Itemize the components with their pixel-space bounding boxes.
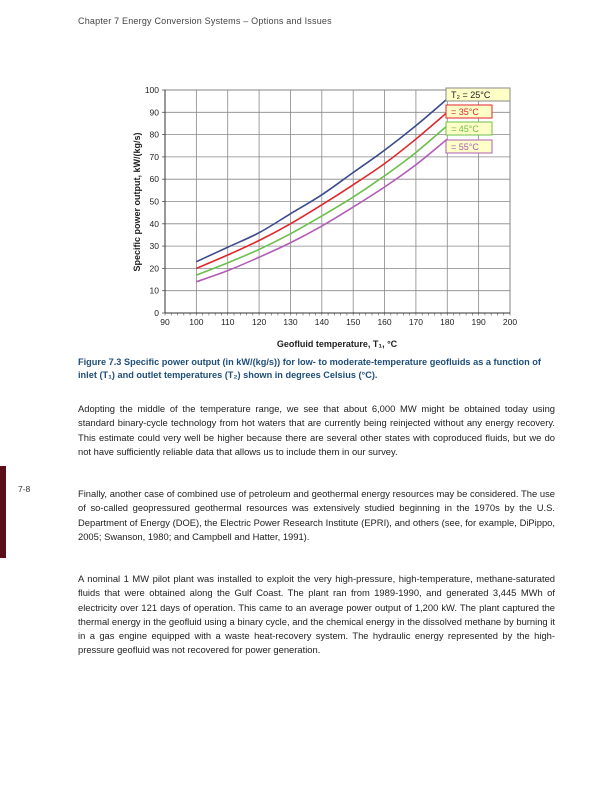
legend-label: = 55°C [451, 142, 479, 152]
legend-label: = 45°C [451, 124, 479, 134]
x-tick-label: 120 [251, 317, 267, 327]
running-header: Chapter 7 Energy Conversion Systems – Options and Issues [78, 16, 332, 26]
x-axis-label: Geofluid temperature, T₁, °C [276, 339, 398, 349]
figure-caption: Figure 7.3 Specific power output (in kW/(kg/s)) for low- to moderate-temperature geofluids as a function of inlet (T₁) and outlet temperatures (T₂) shown in degrees Celsius (°C). [78, 357, 541, 380]
paragraph-1: Adopting the middle of the temperature range, we see that about 6,000 MW might be obtained today using standard binary-cycle technology from hot waters that are currently being reinjected without any energy recovery. This estimate could very well be higher because there are several other states with coproduced fluids, but we do not have sufficiently reliable data that allows us to include them in our survey. [78, 403, 555, 457]
x-tick-label: 160 [377, 317, 392, 327]
x-tick-label: 130 [283, 317, 298, 327]
y-tick-label: 50 [149, 196, 159, 207]
x-tick-label: 110 [220, 317, 235, 327]
paragraph-2: Finally, another case of combined use of petroleum and geothermal energy resources may be considered. The use of so-called geopressured geothermal resources was extensively studied beginning in the 1970s by the U.S. Department of Energy (DOE), the Electric Power Research Institute (EPRI), and others (see, for example, DiPippo, 2005; Swanson, 1980; and Campbell and Hatter, 1991). [78, 488, 555, 542]
x-tick-label: 150 [346, 317, 361, 327]
paragraph-3: A nominal 1 MW pilot plant was installed to exploit the very high-pressure, high-temperature, methane-saturated fluids that were obtained along the Gulf Coast. The plant ran from 1989-1990, and generated 3,445 MWh of electricity over 121 days of operation. This came to an average power output of 1,200 kW. The plant captured the thermal energy in the geofluid using a binary cycle, and the chemical energy in the dissolved methane by burning it in a gas engine equipped with a waste heat-recovery system. The hydraulic energy represented by the high-pressure geofluid was not recovered for power generation. [78, 573, 555, 656]
y-tick-label: 20 [149, 263, 159, 274]
chapter-tab-bar [0, 466, 6, 558]
y-tick-label: 40 [149, 218, 159, 229]
legend-label: = 35°C [451, 107, 479, 117]
x-tick-label: 180 [440, 317, 455, 327]
x-tick-label: 200 [502, 317, 518, 327]
y-tick-label: 60 [149, 174, 159, 185]
x-tick-label: 90 [160, 317, 170, 327]
y-tick-label: 30 [149, 241, 159, 252]
x-tick-label: 170 [408, 317, 424, 327]
y-tick-label: 100 [144, 85, 159, 95]
y-tick-label: 90 [149, 107, 159, 118]
x-tick-label: 190 [471, 317, 486, 327]
x-tick-label: 140 [314, 317, 329, 327]
page-number: 7-8 [18, 484, 31, 494]
power-output-chart [0, 0, 612, 350]
y-tick-label: 0 [154, 308, 159, 318]
y-tick-label: 10 [149, 285, 159, 296]
y-tick-label: 70 [149, 151, 159, 162]
y-tick-label: 80 [149, 129, 159, 140]
legend-label: T₂ = 25°C [451, 90, 491, 100]
y-axis-label: Specific power output, kW/(kg/s) [132, 132, 142, 272]
x-tick-label: 100 [189, 317, 204, 327]
